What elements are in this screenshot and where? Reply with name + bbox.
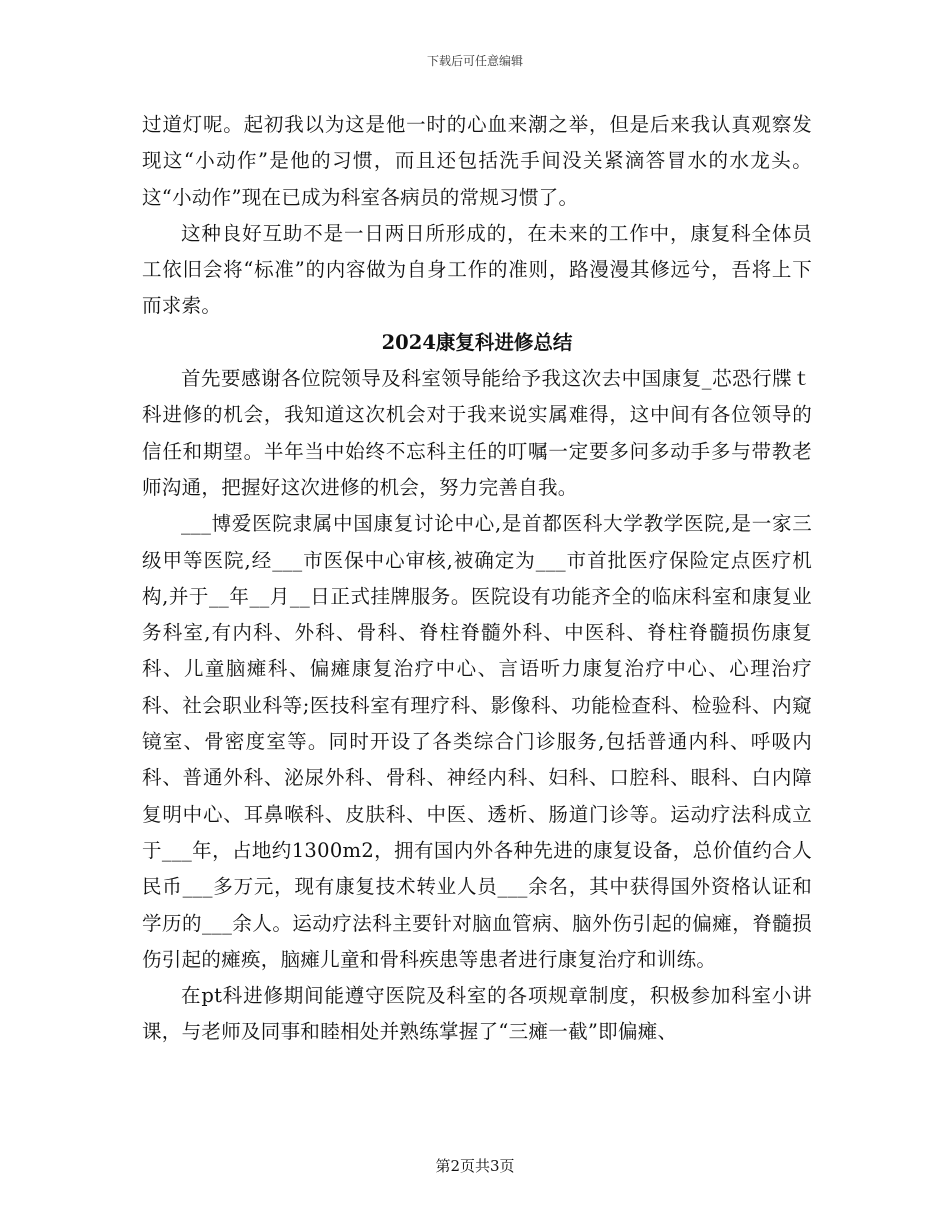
paragraph-pt-training: 在pt科进修期间能遵守医院及科室的各项规章制度，积极参加科室小讲课，与老师及同事和睦相处并熟练掌握了“三瘫一截”即偏瘫、 — [142, 984, 812, 1044]
section-title: 2024康复科进修总结 — [381, 330, 573, 354]
paragraph-thanks: 首先要感谢各位院领导及科室领导能给予我这次去中国康复_芯恐行牒ｔ科进修的机会，我知道这次机会对于我来说实属难得，这中间有各位领导的信任和期望。半年当中始终不忘科主任的叮嘱一定要多问多动手多与带教老师沟通，把握好这次进修的机会，努力完善自我。 — [142, 367, 812, 499]
page-number: 第2页共3页 — [435, 1157, 515, 1175]
paragraph-mutual-help: 这种良好互助不是一日两日所形成的，在未来的工作中，康复科全体员工依旧会将“标准”的内容做为自身工作的准则，路漫漫其修远兮，吾将上下而求索。 — [142, 221, 812, 318]
paragraph-continuation: 过道灯呢。起初我以为这是他一时的心血来潮之举，但是后来我认真观察发现这“小动作”是他的习惯，而且还包括洗手间没关紧滴答冒水的水龙头。这“小动作”现在已成为科室各病员的常规习惯了。 — [142, 113, 812, 209]
paragraph-hospital-intro: ___博爱医院隶属中国康复讨论中心,是首都医科大学教学医院,是一家三级甲等医院,经___市医保中心审核,被确定为___市首批医疗保险定点医疗机构,并于__年__月__日正式挂牌服务。医院设有功能齐全的临床科室和康复业务科室,有内科、外科、骨科、脊柱脊髓外科、中医科、脊柱脊髓损伤康复科、儿童脑瘫科、偏瘫康复治疗中心、言语听力康复治疗中心、心理治疗科、社会职业科等;医技科室有理疗科、影像科、功能检查科、检验科、内窥镜室、骨密度室等。同时开设了各类综合门诊服务,包括普通内科、呼吸内科、普通外科、泌尿外科、骨科、神经内科、妇科、口腔科、眼科、白内障复明中心、耳鼻喉科、皮肤科、中医、透析、肠道门诊等。运动疗法科成立于___年，占地约1300m2，拥有国内外各种先进的康复设备，总价值约合人民币___多万元，现有康复技术转业人员___余名，其中获得国外资格认证和学历的___余人。运动疗法科主要针对脑血管病、脑外伤引起的偏瘫，脊髓损伤引起的瘫痪，脑瘫儿童和骨科疾患等患者进行康复治疗和训练。 — [142, 512, 812, 971]
document-body — [142, 107, 812, 1051]
page-header-note: 下载后可任意编辑 — [426, 54, 523, 68]
